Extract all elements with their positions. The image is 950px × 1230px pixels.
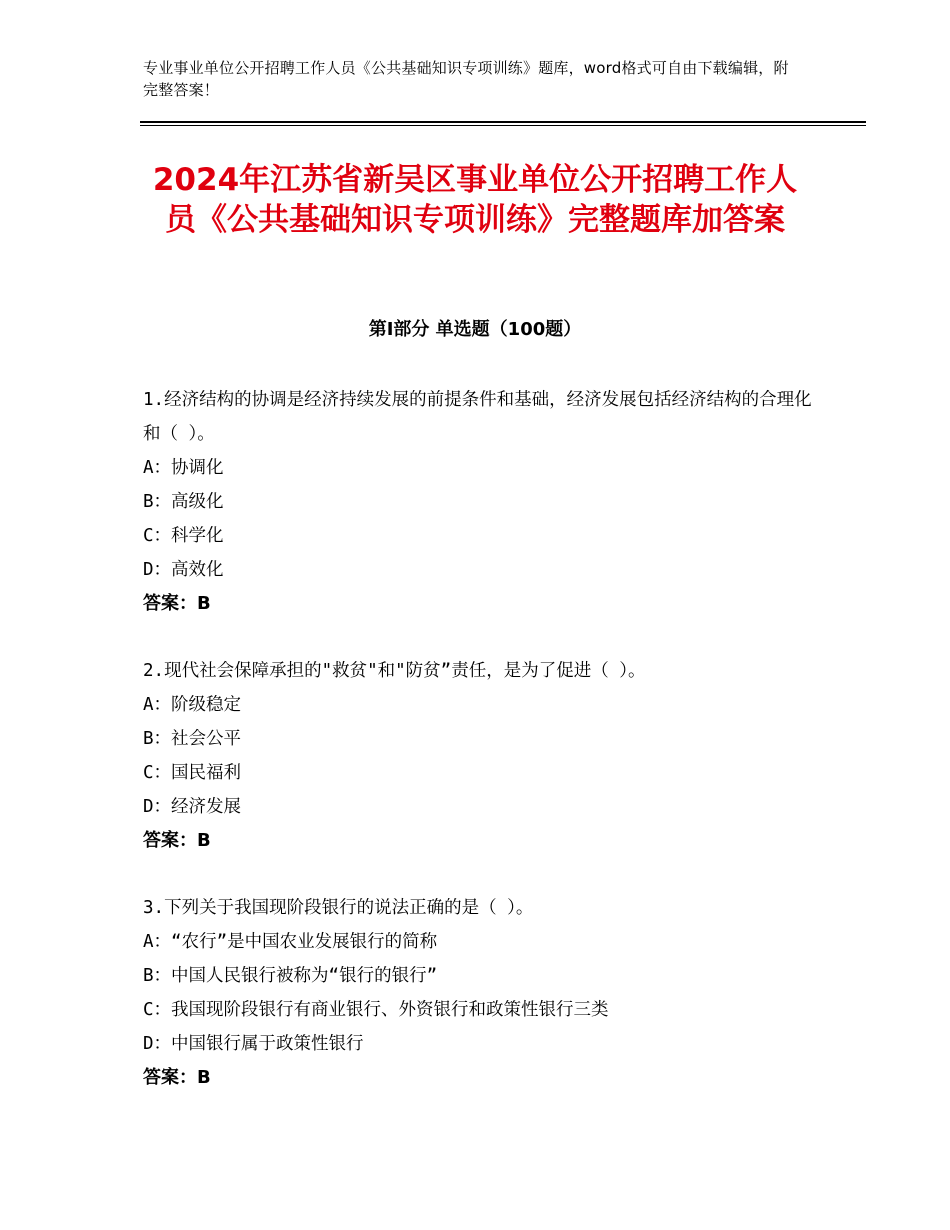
option-a: A：阶级稳定: [143, 695, 242, 715]
option-a: A：“农行”是中国农业发展银行的简称: [143, 932, 438, 952]
question-stem: 3.下列关于我国现阶段银行的说法正确的是（ ）。: [143, 898, 534, 918]
option-d: D：经济发展: [143, 797, 242, 817]
option-d: D：中国银行属于政策性银行: [143, 1034, 364, 1054]
option-c: C：科学化: [143, 526, 224, 546]
header-rule-thick: [140, 121, 866, 123]
document-title: 2024年江苏省新吴区事业单位公开招聘工作人员《公共基础知识专项训练》完整题库加答案: [152, 162, 798, 238]
header-rule-thin: [140, 125, 866, 126]
question-2: [143, 654, 823, 858]
question-stem: 1.经济结构的协调是经济持续发展的前提条件和基础，经济发展包括经济结构的合理化和（ ）。: [143, 390, 812, 444]
answer: 答案：B: [143, 830, 211, 851]
section-title: 第Ⅰ部分 单选题（100题）: [368, 319, 582, 340]
header-note: 专业事业单位公开招聘工作人员《公共基础知识专项训练》题库，word格式可自由下载编辑，附完整答案！: [143, 59, 789, 99]
question-list: [143, 383, 823, 1128]
option-c: C：国民福利: [143, 763, 242, 783]
answer: 答案：B: [143, 1067, 211, 1088]
question-stem: 2.现代社会保障承担的"救贫"和"防贫”责任，是为了促进（ ）。: [143, 661, 646, 681]
answer: 答案：B: [143, 593, 211, 614]
option-b: B：高级化: [143, 492, 224, 512]
question-1: [143, 383, 823, 621]
option-d: D：高效化: [143, 560, 224, 580]
option-a: A：协调化: [143, 458, 224, 478]
option-b: B：社会公平: [143, 729, 242, 749]
question-3: [143, 891, 823, 1095]
option-b: B：中国人民银行被称为“银行的银行”: [143, 966, 438, 986]
option-c: C：我国现阶段银行有商业银行、外资银行和政策性银行三类: [143, 1000, 609, 1020]
